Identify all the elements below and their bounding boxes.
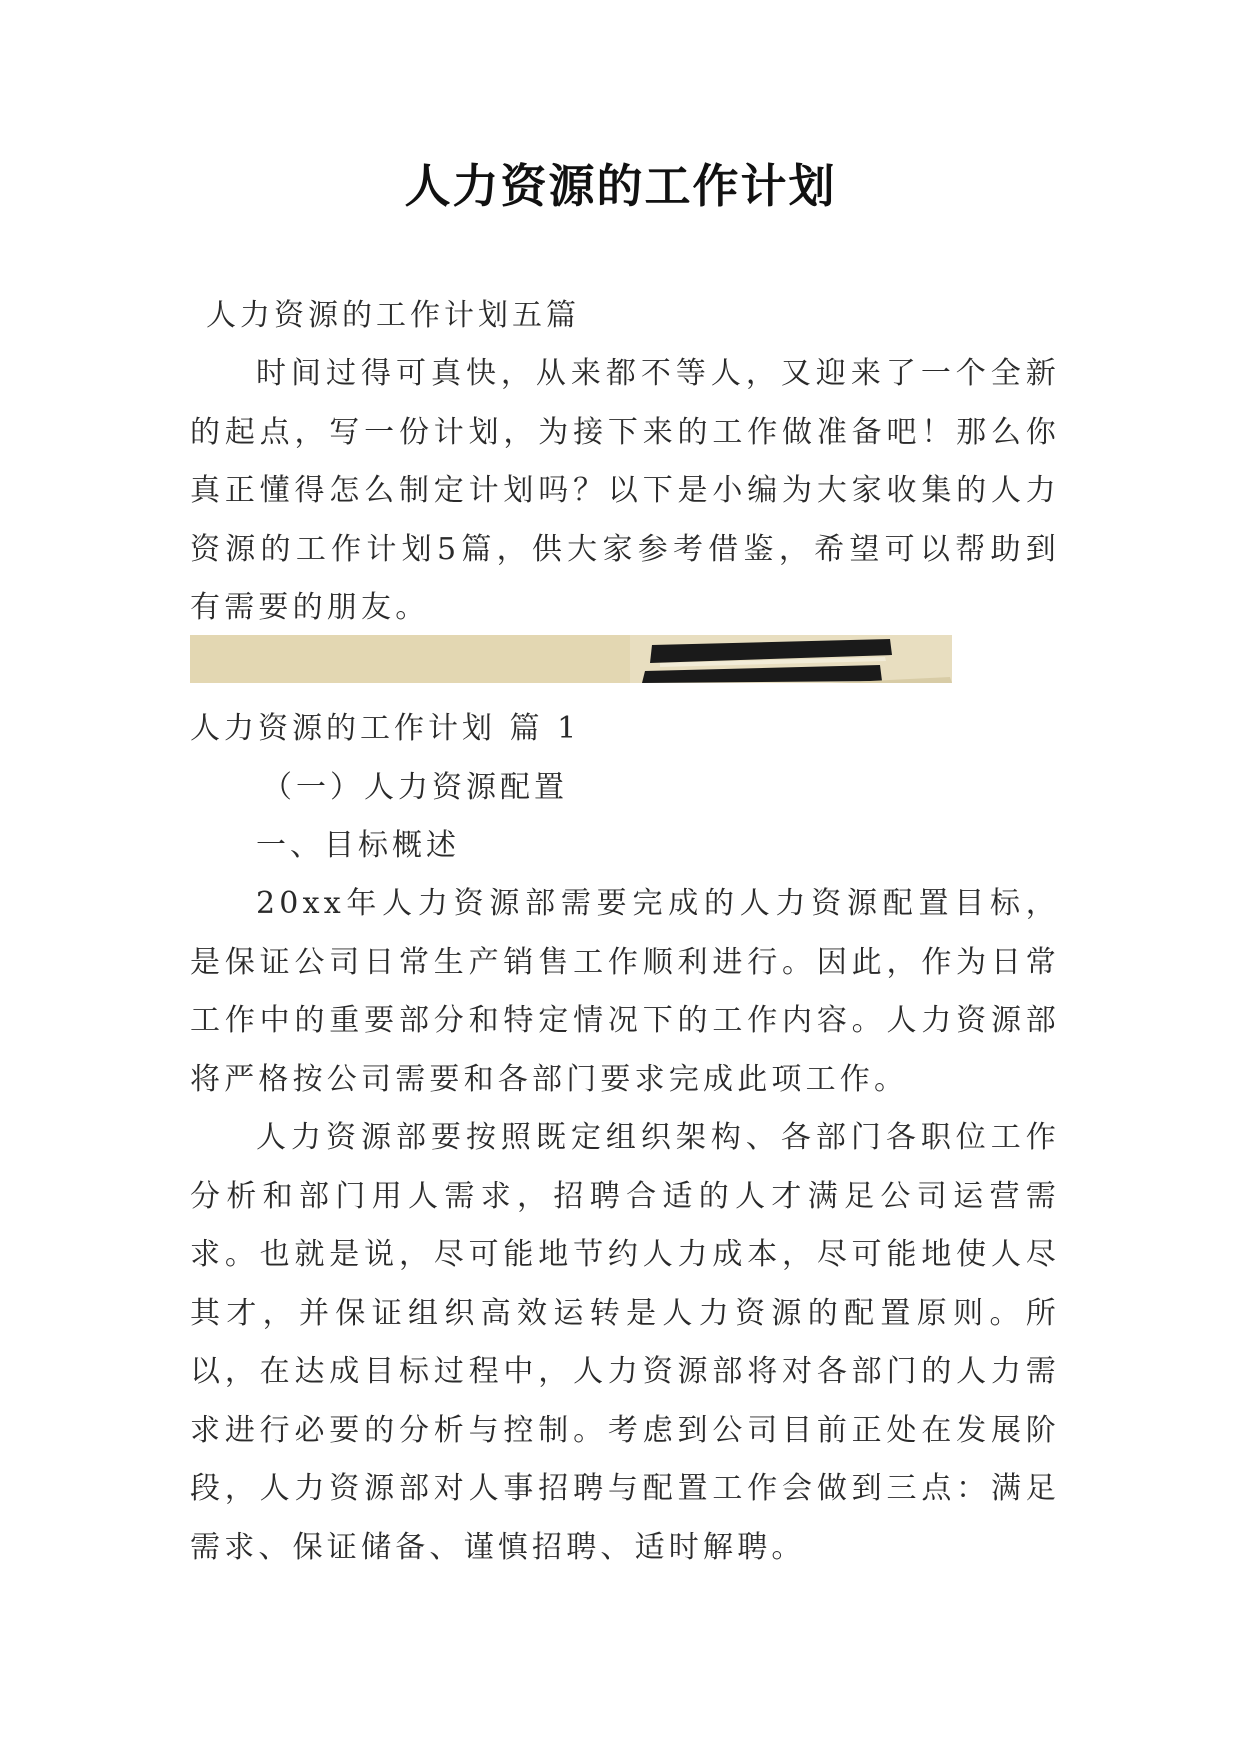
section-heading: 人力资源的工作计划 篇 1 xyxy=(190,711,581,746)
document-title: 人力资源的工作计划 xyxy=(404,159,837,213)
subsection-heading: （一）人力资源配置 xyxy=(262,770,568,805)
intro-paragraph: 时间过得可真快，从来都不等人，又迎来了一个全新的起点，写一份计划，为接下来的工作做准备吧！那么你真正懂得怎么制定计划吗？以下是小编为大家收集的人力资源的工作计划5篇，供大家参考借鉴，希望可以帮助到有需要的朋友。 xyxy=(190,356,1060,625)
banner-stripes xyxy=(190,635,952,683)
item-heading: 一、目标概述 xyxy=(256,828,460,863)
document-subtitle: 人力资源的工作计划五篇 xyxy=(206,298,580,333)
banner-image xyxy=(190,635,952,683)
body-paragraph-2: 人力资源部要按照既定组织架构、各部门各职位工作分析和部门用人需求，招聘合适的人才满足公司运营需求。也就是说，尽可能地节约人力成本，尽可能地使人尽其才，并保证组织高效运转是人力资源的配置原则。所以，在达成目标过程中，人力资源部将对各部门的人力需求进行必要的分析与控制。考虑到公司目前正处在发展阶段，人力资源部对人事招聘与配置工作会做到三点：满足需求、保证储备、谨慎招聘、适时解聘。 xyxy=(190,1120,1060,1565)
body-paragraph-1: 20xx年人力资源部需要完成的人力资源配置目标，是保证公司日常生产销售工作顺利进行。因此，作为日常工作中的重要部分和特定情况下的工作内容。人力资源部将严格按公司需要和各部门要求完成此项工作。 xyxy=(190,886,1060,1097)
